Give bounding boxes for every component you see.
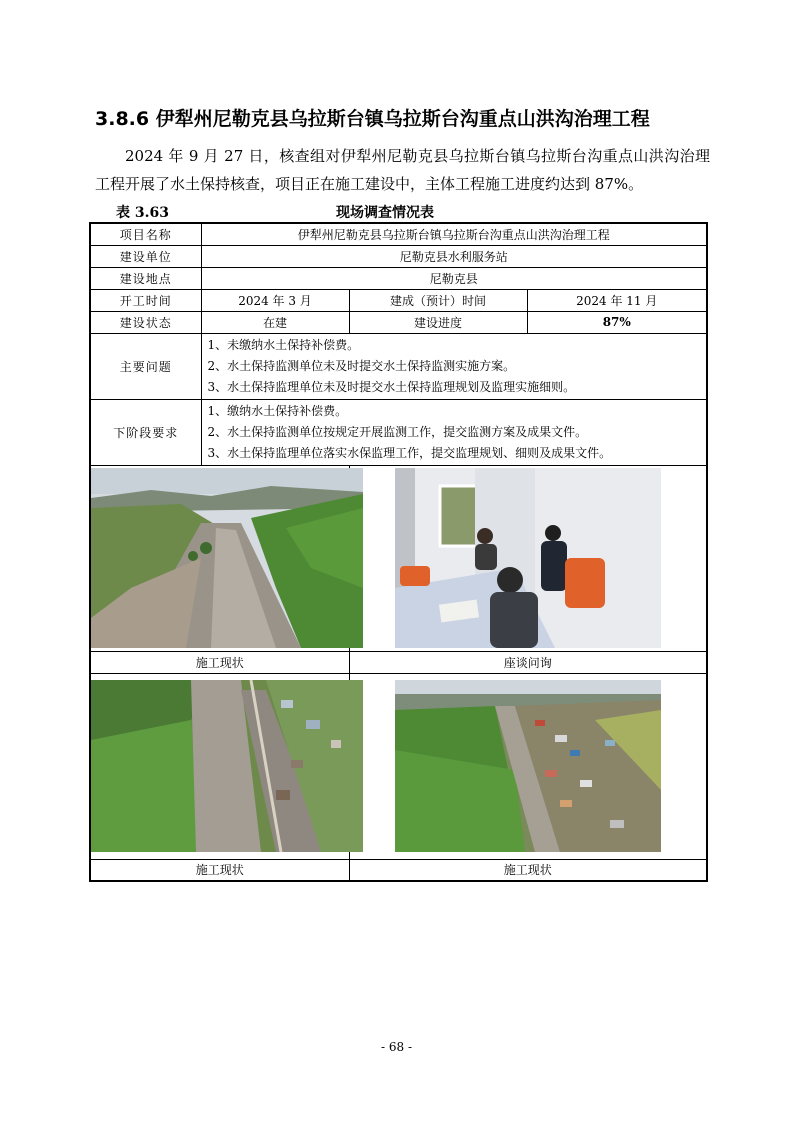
photo-caption: 施工现状 bbox=[90, 859, 349, 881]
table-number: 表 3.63 bbox=[116, 205, 169, 221]
photo-caption: 施工现状 bbox=[90, 651, 349, 673]
next-label: 下阶段要求 bbox=[90, 399, 201, 465]
project-name-value: 伊犁州尼勒克县乌拉斯台镇乌拉斯台沟重点山洪沟治理工程 bbox=[201, 223, 707, 245]
survey-table bbox=[89, 222, 708, 882]
row-issues bbox=[90, 333, 707, 399]
row-location bbox=[90, 267, 707, 289]
location-value: 尼勒克县 bbox=[201, 267, 707, 289]
project-name-label: 项目名称 bbox=[90, 223, 201, 245]
next-item: 1、缴纳水土保持补偿费。 bbox=[207, 403, 348, 418]
village-photo bbox=[395, 680, 661, 852]
row-dates bbox=[90, 289, 707, 311]
row-builder bbox=[90, 245, 707, 267]
row-status bbox=[90, 311, 707, 333]
progress-label: 建设进度 bbox=[349, 311, 527, 333]
finish-label: 建成（预计）时间 bbox=[349, 289, 527, 311]
issue-item: 3、水土保持监理单位未及时提交水土保持监理规划及监理实施细则。 bbox=[207, 379, 576, 394]
next-item: 2、水土保持监测单位按规定开展监测工作，提交监测方案及成果文件。 bbox=[207, 424, 588, 439]
start-label: 开工时间 bbox=[90, 289, 201, 311]
issues-list bbox=[201, 333, 707, 399]
photo-row-1 bbox=[90, 465, 707, 651]
intro-paragraph: 2024 年 9 月 27 日，核查组对伊犁州尼勒克县乌拉斯台镇乌拉斯台沟重点山洪沟治理工程开展了水土保持核查，项目正在施工建设中，主体工程施工进度约达到 87%。 bbox=[95, 147, 710, 193]
issue-item: 1、未缴纳水土保持补偿费。 bbox=[207, 337, 360, 352]
status-value: 在建 bbox=[201, 311, 349, 333]
photo-caption: 座谈问询 bbox=[349, 651, 707, 673]
photo-cell bbox=[349, 465, 707, 651]
meeting-photo bbox=[395, 468, 661, 648]
progress-value: 87% bbox=[527, 311, 707, 333]
table-title: 现场调查情况表 bbox=[336, 205, 434, 221]
photo-row-2 bbox=[90, 673, 707, 859]
issue-item: 2、水土保持监测单位未及时提交水土保持监测实施方案。 bbox=[207, 358, 516, 373]
construction-photo bbox=[91, 468, 363, 648]
status-label: 建设状态 bbox=[90, 311, 201, 333]
photo-cell bbox=[90, 673, 349, 859]
next-item: 3、水土保持监理单位落实水保监理工作，提交监理规划、细则及成果文件。 bbox=[207, 445, 612, 460]
row-next-steps bbox=[90, 399, 707, 465]
location-label: 建设地点 bbox=[90, 267, 201, 289]
section-heading: 3.8.6 伊犁州尼勒克县乌拉斯台镇乌拉斯台沟重点山洪沟治理工程 bbox=[95, 108, 650, 130]
row-project-name bbox=[90, 223, 707, 245]
builder-value: 尼勒克县水利服务站 bbox=[201, 245, 707, 267]
start-value: 2024 年 3 月 bbox=[201, 289, 349, 311]
caption-row-1 bbox=[90, 651, 707, 673]
next-list bbox=[201, 399, 707, 465]
issues-label: 主要问题 bbox=[90, 333, 201, 399]
photo-cell bbox=[90, 465, 349, 651]
builder-label: 建设单位 bbox=[90, 245, 201, 267]
page-number: - 68 - bbox=[380, 1040, 412, 1054]
finish-value: 2024 年 11 月 bbox=[527, 289, 707, 311]
caption-row-2 bbox=[90, 859, 707, 881]
construction-photo bbox=[91, 680, 363, 852]
photo-caption: 施工现状 bbox=[349, 859, 707, 881]
photo-cell bbox=[349, 673, 707, 859]
